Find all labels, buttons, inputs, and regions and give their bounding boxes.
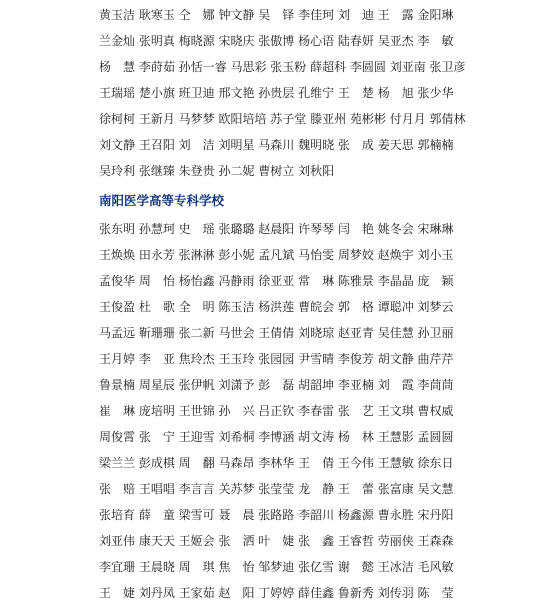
name-line: 兰金灿 张明真 梅晓源 宋晓庆 张傲博 杨心语 陆春妍 吴亚杰 李 敏 [99, 34, 454, 48]
name-line: 刘亚伟 康天天 王姬会 张 洒 叶 婕 张 鑫 王睿哲 劳丽侠 王森森 [99, 534, 454, 548]
name-line: 刘文静 王召阳 刘 洁 刘明星 马森川 魏明晓 张 成 姜天思 郭楠楠 [99, 138, 454, 152]
name-line: 王瑞瑶 楚小旗 班卫迪 邢文艳 孙贵层 孔维宁 王 楚 杨 旭 张少华 [99, 86, 454, 100]
name-list-section-one [99, 2, 550, 184]
name-line: 吴玲利 张继臻 朱登贵 孙二妮 曹树立 刘秋阳 [99, 164, 335, 178]
name-line: 张培育 薛 童 梁雪可 聂 晨 张路路 李韶川 杨鑫源 曹永胜 宋丹阳 [99, 508, 454, 522]
name-list-section-two [99, 216, 550, 606]
school-heading: 南阳医学高等专科学校 [99, 193, 225, 208]
name-line: 马孟远 靳珊珊 张二新 马世会 王倩倩 刘晓琼 赵亚青 吴佳慧 孙卫丽 [99, 326, 454, 340]
name-line: 张 赔 王唱唱 李言言 关苏梦 张莹莹 龙 静 王 蕾 张富康 吴文慧 [99, 482, 454, 496]
name-line: 张东明 孙慧珂 史 瑶 张璐璐 赵晨阳 许琴琴 闫 艳 姚冬会 宋琳琳 [99, 222, 454, 236]
name-line: 王俊盈 杜 歌 全 明 陈玉洁 杨洪莲 曹皖会 郭 格 谭聪冲 刘梦云 [99, 300, 454, 314]
name-line: 孟俊华 周 怡 杨怡鑫 冯静雨 徐亚亚 常 琳 陈雅景 李晶晶 庞 颖 [99, 274, 454, 288]
name-line: 王月婷 李 亚 焦玲杰 王玉玲 张园园 尹雪晴 李俊芳 胡文静 曲芹芹 [99, 352, 454, 366]
name-line: 黄玉洁 耿寒玉 仝 娜 钟文静 吴 铎 李佳珂 刘 迪 王 露 金阳琳 [99, 8, 454, 22]
name-line: 梁兰兰 彭成棋 周 翻 马森昂 李林华 王 倩 王今伟 王慧敏 徐东日 [99, 456, 454, 470]
name-line: 杨 慧 李莳茹 孙恬一睿 马思彩 张玉粉 薛超科 李圆圆 刘亚南 张卫彦 [99, 60, 466, 74]
name-line: 周俊霄 张 宁 王迎雪 刘希桐 李博涵 胡文涛 杨 林 王慧影 孟圆圆 [99, 430, 454, 444]
name-line: 王焕焕 田永芳 张淋淋 彭小妮 孟凡斌 马怡雯 周梦姣 赵焕宇 刘小玉 [99, 248, 454, 262]
name-line: 鲁景楠 周星辰 张伊帆 刘潇予 彭 磊 胡韶坤 李亚楠 刘 霞 李茼茼 [99, 378, 454, 392]
name-line: 徐柯柯 王新月 马梦梦 欧阳培培 苏子堂 滕亚州 苑彬彬 付月月 郭倩林 [99, 112, 466, 126]
name-line: 崔 琳 庞培明 王世锦 孙 兴 吕正钦 李春雷 张 艺 王文琪 曹权威 [99, 404, 454, 418]
name-line: 王 婕 刘丹凤 王家茹 赵 阳 丁婷婷 薛佳鑫 鲁新秀 刘传羽 陈 莹 [99, 586, 454, 600]
name-line: 李宜珊 王晨晓 周 琪 焦 怡 邹梦迪 张亿雪 谢 懿 王冰洁 毛风敏 [99, 560, 454, 574]
